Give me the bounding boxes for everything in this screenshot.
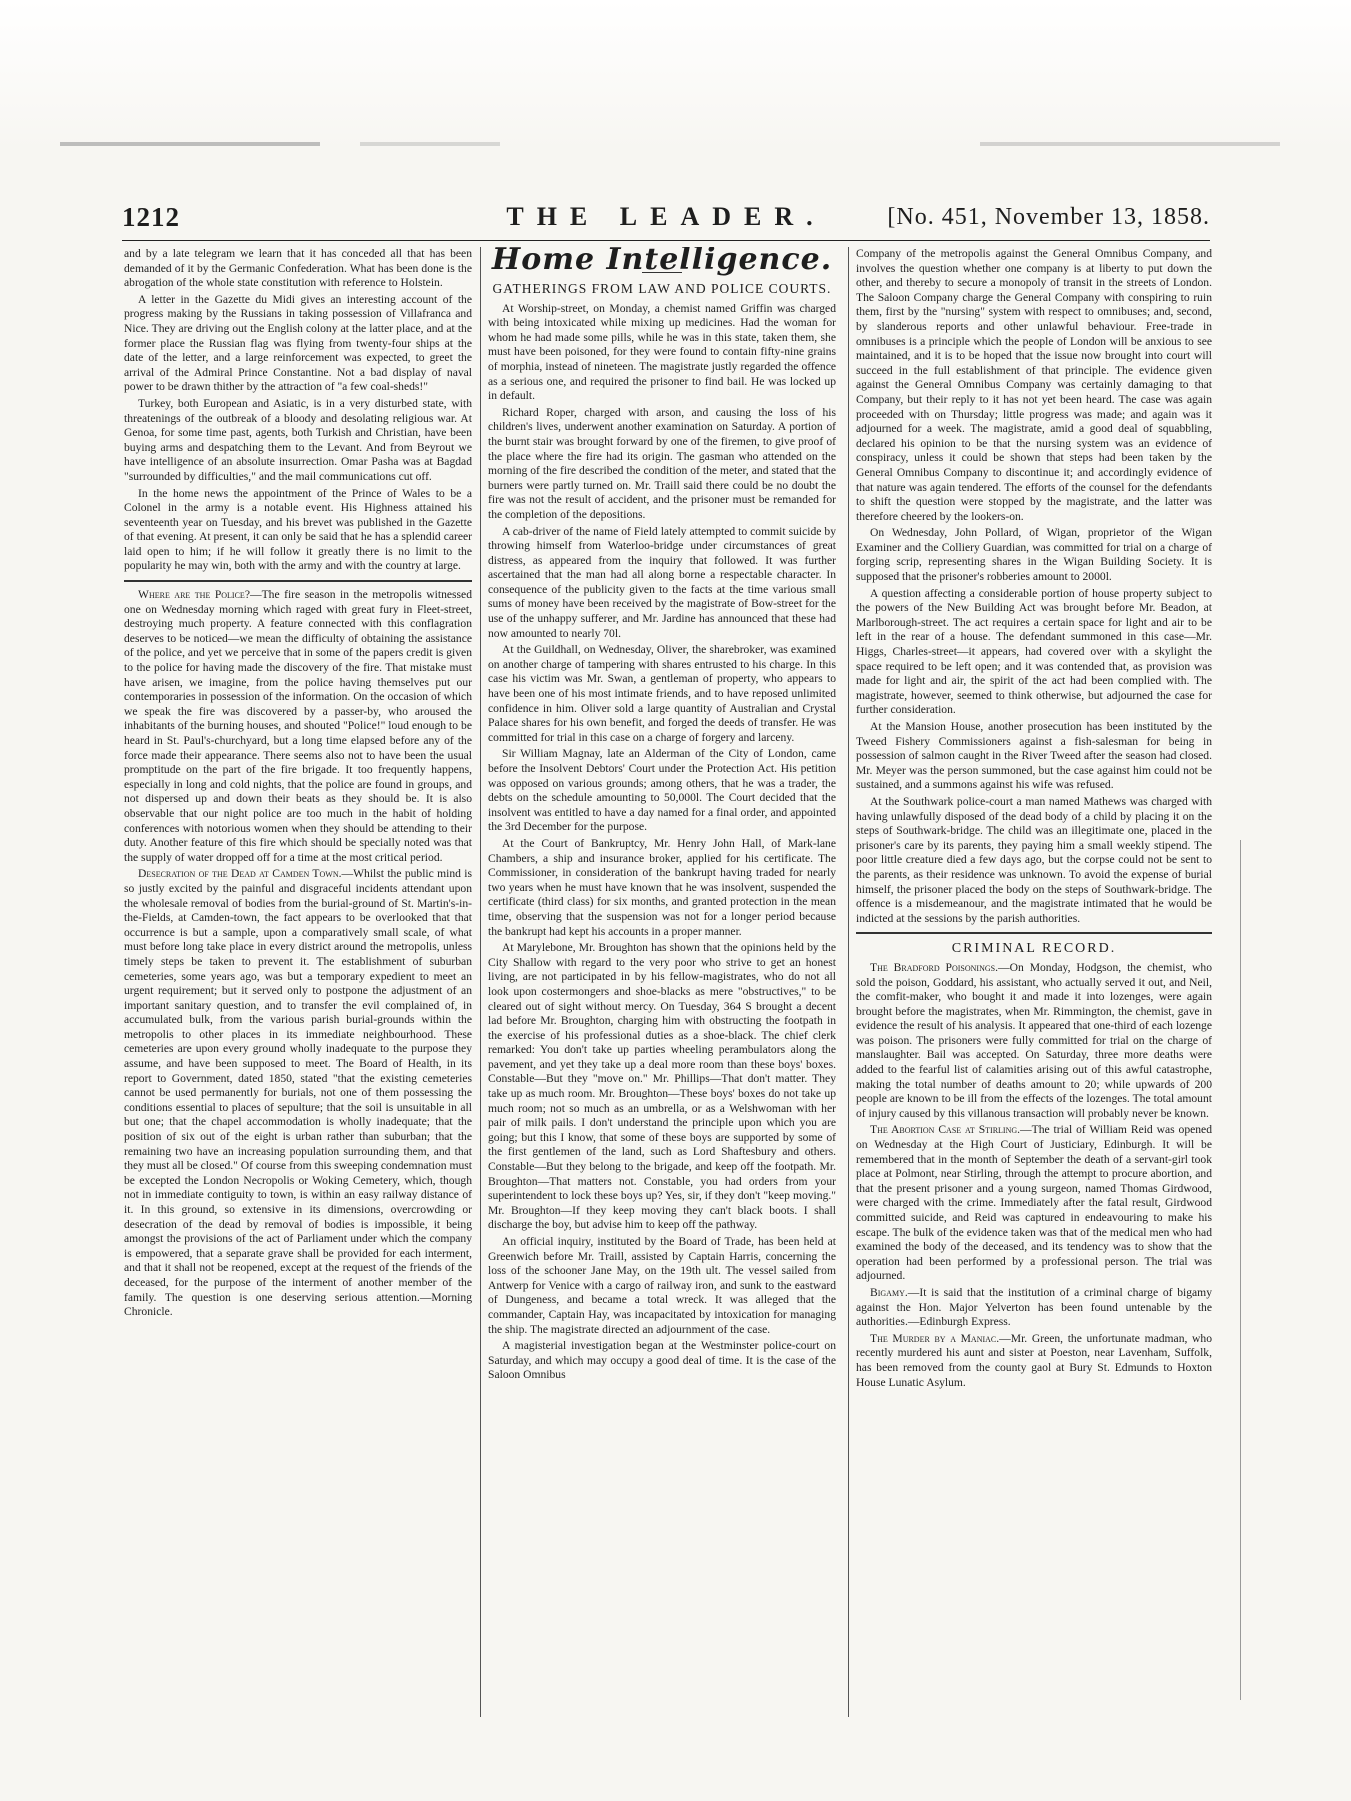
newspaper-title: THE LEADER. xyxy=(506,202,826,231)
paragraph xyxy=(856,1286,1212,1330)
paragraph-lead: The Bradford Poisonings. xyxy=(870,960,999,974)
column-rule xyxy=(848,247,849,1717)
paragraph xyxy=(124,588,472,865)
column-left xyxy=(124,247,472,1722)
section-divider xyxy=(124,580,472,582)
paragraph-lead: The Murder by a Maniac. xyxy=(870,1331,1000,1345)
paragraph: In the home news the appointment of the Prince of Wales to be a Colonel in the army is a notable event. His Highness attained his seventeenth year on Tuesday, and his brevet was published in the Gazette of that evening. At present, it can only be said that he has a splendid career laid open to him; if he will follow it greatly there is no limit to the popularity he may win, both with the army and with the country at large. xyxy=(124,486,472,573)
paragraph-lead: Bigamy. xyxy=(870,1285,908,1299)
paragraph: A letter in the Gazette du Midi gives an interesting account of the progress making by the Russians in taking possession of Villafranca and Nice. They are driving out the English colony at the latter place, and at the former place the Russian flag was flying from twenty-four ships at the date of the letter, and a large reinforcement was expected, to greet the arrival of the Admiral Prince Constantine. Not a bad display of naval power to be drawn thither by the attraction of "a few coal-sheds!" xyxy=(124,292,472,394)
paragraph: A question affecting a considerable portion of house property subject to the powers of the New Building Act was brought before Mr. Beadon, at Marlborough-street. The act requires a certain space for light and air to be left in the rear of a house. The defendant summoned in this case—Mr. Higgs, Charles-street—it appears, had covered over with a skylight the space required to be left open; and it was contended that, as provision was made for light and air, the spirit of the act had been complied with. The magistrate, however, seemed to think otherwise, but adjourned the case for further consideration. xyxy=(856,586,1212,717)
paragraph-body: —The trial of William Reid was opened on Wednesday at the High Court of Justiciary, Edinburgh. It will be remembered that in the month of September the death of a servant-girl took place at Polmont, near Stirling, through the attempt to procure abortion, and that the present prisoner and a young surgeon, named Thomas Girdwood, were charged with the crime. Immediately after the fatal result, Girdwood committed suicide, and Reid was captured in endeavouring to make his escape. The bulk of the evidence taken was that of the medical men who had examined the body of the deceased, and its tendency was to show that the operation had been performed by a professional person. The trial was adjourned. xyxy=(856,1123,1212,1283)
section-divider xyxy=(856,932,1212,934)
paragraph-lead: Desecration of the Dead at Camden Town. xyxy=(138,867,342,881)
paragraph xyxy=(856,1123,1212,1284)
paragraph-body: —Whilst the public mind is so justly excited by the painful and disgraceful incidents attendant upon the wholesale removal of bodies from the burial-ground of St. Martin's-in-the-Fields, at Camden-town, the fact appears to be overlooked that that occurrence is but a sample, upon a comparatively small scale, of what must before long take place in every district around the metropolis, unless timely steps be taken to prevent it. The establishment of suburban cemeteries, some years ago, was but a temporary expedient to meet an urgent requirement; but it served only to postpone the adjustment of an important sanitary question, and to transfer the evil complained of, in accumulated bulk, from the various parish burial-grounds within the metropolis to other places in its immediate neighbourhood. These cemeteries are upon every ground wholly inadequate to the purpose they assume, and have been supposed to meet. The Board of Health, in its report to Government, dated 1850, stated "that the existing cemeteries cannot be used permanently for burials, not one of them possessing the conditions essential to places of sepulture; that the soil is unsuitable in all but one; that the chapel accommodation is wholly inadequate; that the position of six out of the eight is urban rather than suburban; that the remaining two have an increasing population surrounding them, and that they must all be closed." Of course from this sweeping condemnation must be excepted the London Necropolis or Woking Cemetery, which, though not in immediate contiguity to town, is within an easy railway distance of it. In this ground, so extensive in its dimensions, overcrowding or desecration of the dead by removal of bodies is impossible, it being amongst the provisions of the act of Parliament under which the company is empowered, that a separate grave shall be provided for each interment, and that it shall not be reopened, except at the request of the friends of the deceased, for the purpose of the interment of another member of the family. The question is one deserving serious attention.—Morning Chronicle. xyxy=(124,867,472,1319)
sub-title: GATHERINGS FROM LAW AND POLICE COURTS. xyxy=(492,280,832,296)
paragraph-body: —The fire season in the metropolis witnessed one on Wednesday morning which raged with great fury in Fleet-street, destroying much property. A feature connected with this conflagration deserves to be noticed—we mean the difficulty of obtaining the assistance of the police, and yet we perceive that in some of the papers credit is given to the police for having made the discovery of the fire. That mistake must have arisen, we imagine, from the police having themselves put our contemporaries in possession of the information. On the occasion of which we speak the fire was discovered by a passer-by, who aroused the inhabitants of the burning houses, and shouted "Police!" loud enough to be heard in St. Paul's-churchyard, but a long time elapsed before any of the force made their appearance. There seems also not to have been the usual promptitude on the part of the fire brigade. It too frequently happens, especially in long and cold nights, that the police are found in groups, and not dispersed up and down their beats as they should be. It is also observable that our night police are too much in the habit of holding conferences with notorious women when they should be attending to their duty. Another feature of this fire which should be specially noted was that the supply of water dropped off for a time at the most critical period. xyxy=(124,588,472,864)
section-title: Home Intelligence. xyxy=(491,247,833,277)
criminal-record-title: CRIMINAL RECORD. xyxy=(951,941,1117,957)
paragraph: At Marylebone, Mr. Broughton has shown that the opinions held by the City Shallow with regard to the very poor who strive to get an honest living, are not participated in by his fellow-magistrates, who do not all look upon costermongers and shoe-blacks as mere "obstructives," to be cleared out of sight without mercy. On Tuesday, 364 S brought a decent lad before Mr. Broughton, charging him with obstructing the footpath in the exercise of his professional duties as a shoe-black. The chief clerk remarked: You don't take up parties wheeling perambulators along the pavement, and yet they take up a deal more room than these boys' boxes. Constable—But they "move on." Mr. Phillips—That don't matter. They take up as much room. Mr. Broughton—These boys' boxes do not take up much room; not so much as an umbrella, or as a Welshwoman with her pair of milk pails. I don't understand the principle upon which you are going; but this I know, that some of these boys are supported by some of the first gentlemen of the land, such as Lord Shaftesbury and others. Constable—But they belong to the brigade, and keep off the footpath. Mr. Broughton—That matters not. Constable, you had orders from your superintendent to lock these boys up? Yes, sir, if they don't "keep moving." Mr. Broughton—If they keep moving they can't black boots. I shall discharge the boy, but advise him to keep off the pathway. xyxy=(488,941,836,1232)
scan-edge-line xyxy=(1240,840,1241,1700)
paragraph: Company of the metropolis against the General Omnibus Company, and involves the question whether one company is at liberty to put down the other, and thereby to secure a monopoly of transit in the streets of London. The Saloon Company charge the General Company with conspiring to ruin them, first by the "nursing" system with respect to omnibuses; and, second, by slanderous reports and other unlawful behaviour. Free-trade in omnibuses is a principle which the people of London will be anxious to see maintained, and it is to be hoped that the issue now brought into court will succeed in the full establishment of that principle. The evidence given against the General Omnibus Company was certainly damaging to that Company, but their reply to it has not yet been heard. The case was again proceeded with on Thursday; little progress was made; and again was it adjourned for a week. The magistrate, amid a good deal of squabbling, declared his opinion to be that the nursing system was an evidence of conspiracy, unless it could be shown that steps had been taken by the General Omnibus Company to discontinue it; and accordingly evidence of that nature was again tendered. The efforts of the counsel for the defendants to shift the question were stopped by the magistrate, and the latter was therefore cheered by the lookers-on. xyxy=(856,247,1212,523)
page-number: 1212 xyxy=(122,202,180,232)
column-middle xyxy=(488,247,836,1722)
paragraph-body: —Mr. Green, the unfortunate madman, who recently murdered his aunt and sister at Poeston, near Lavenham, Suffolk, has been removed from the county gaol at Bury St. Edmunds to Hoxton House Lunatic Asylum. xyxy=(856,1331,1212,1389)
paragraph: Richard Roper, charged with arson, and causing the loss of his children's lives, underwent another examination on Saturday. A portion of the burnt stair was brought forward by one of the firemen, to give proof of the place where the fire had its origin. The gasman who attended on the morning of the fire described the condition of the meter, and stated that the burners were partly turned on. Mr. Traill said there could be no doubt the fire was not the result of accident, and the prisoner must be remanded for the completion of the depositions. xyxy=(488,405,836,521)
paragraph: Sir William Magnay, late an Alderman of the City of London, came before the Insolvent Debtors' Court under the Protection Act. His petition was opposed on various grounds; among others, that he was a trader, the debts on the schedule amounting to 50,000l. The Court decided that the insolvent was entitled to have a day named for a final order, and appointed the 3rd December for the purpose. xyxy=(488,747,836,834)
issue-info: [No. 451, November 13, 1858. xyxy=(887,204,1210,230)
paragraph: At the Mansion House, another prosecution has been instituted by the Tweed Fishery Commissioners against a fish-salesman for being in possession of salmon caught in the River Tweed after the season had closed. Mr. Meyer was the person summoned, but the case against him could not be sustained, and a summons against his wife was refused. xyxy=(856,720,1212,792)
column-rule xyxy=(480,247,481,1717)
paragraph-body: —It is said that the institution of a criminal charge of bigamy against the Hon. Major Yelverton has been found untenable by the authorities.—Edinburgh Express. xyxy=(856,1285,1212,1329)
paragraph: On Wednesday, John Pollard, of Wigan, proprietor of the Wigan Examiner and the Colliery Guardian, was committed for trial on a charge of forging scrip, representing shares in the Wigan Building Society. It is supposed that the prisoner's robberies amount to 2000l. xyxy=(856,526,1212,584)
page-top-margin xyxy=(0,0,1351,150)
paragraph: Turkey, both European and Asiatic, is in a very disturbed state, with threatenings of the outbreak of a bloody and desolating religious war. At Genoa, for some time past, agents, both Turkish and Christian, have been buying arms and despatching them to the Levant. And from Beyrout we have intelligence of an absolute insurrection. Omar Pasha was at Bagdad "surrounded by difficulties," and the mail communications cut off. xyxy=(124,396,472,483)
scan-artifact xyxy=(980,142,1280,146)
paragraph xyxy=(856,961,1212,1122)
scan-artifact xyxy=(60,142,320,146)
paragraph xyxy=(124,867,472,1319)
paragraph: and by a late telegram we learn that it has conceded all that has been demanded of it by the Germanic Confederation. What has been done is the abrogation of the whole state constitution with reference to Holstein. xyxy=(124,247,472,290)
paragraph-lead: Where are the Police? xyxy=(138,588,250,602)
paragraph: A magisterial investigation began at the Westminster police-court on Saturday, and which may occupy a good deal of time. It is the case of the Saloon Omnibus xyxy=(488,1339,836,1382)
paragraph: At the Court of Bankruptcy, Mr. Henry John Hall, of Mark-lane Chambers, a ship and insurance broker, applied for his certificate. The Commissioner, in consideration of the bankrupt having traded for nearly two years when he must have known that he was insolvent, suspended the certificate (third class) for six months, and granted protection in the mean time, observing that the suspension was not for a longer period because the bankrupt had kept his accounts in a proper manner. xyxy=(488,836,836,938)
paragraph: At the Guildhall, on Wednesday, Oliver, the sharebroker, was examined on another charge of tampering with shares entrusted to his charge. In this case his victim was Mr. Swan, a gentleman of property, who appears to have been one of his most intimate friends, and to have reposed unlimited confidence in him. Oliver sold a large quantity of Australian and Crystal Palace shares for his own benefit, and forged the deeds of transfer. He was committed for trial in this case on a charge of forgery and larceny. xyxy=(488,643,836,744)
paragraph: A cab-driver of the name of Field lately attempted to commit suicide by throwing himself from Waterloo-bridge under circumstances of great distress, as appeared from the inquiry that followed. It was further ascertained that the man had all along borne a respectable character. In consequence of the publicity given to the facts at the time various small sums of money have been received by the magistrate of Bow-street for the use of the unhappy sufferer, and Mr. Jardine has announced that these had now amounted to nearly 70l. xyxy=(488,524,836,640)
paragraph-lead: The Abortion Case at Stirling. xyxy=(870,1123,1021,1137)
paragraph: At Worship-street, on Monday, a chemist named Griffin was charged with being intoxicated while mixing up medicines. Had the woman for whom he had made some pills, while he was in this state, taken them, she must have been poisoned, for they were found to contain fifty-nine grains of morphia, instead of nineteen. The magistrate justly regarded the offence as a serious one, and required the prisoner to find bail. He was locked up in default. xyxy=(488,301,836,403)
paragraph: At the Southwark police-court a man named Mathews was charged with having unlawfully disposed of the dead body of a child by placing it on the steps of Southwark-bridge. The child was an illegitimate one, placed in the prisoner's care by its parents, they paying him a small weekly stipend. The poor little creature died a few days ago, but the corpse could not be sent to the parents, as their residence was unknown. To avoid the expense of burial himself, the prisoner placed the body on the steps of Southwark-bridge. The offence is a misdemeanour, and the magistrate intimated that he would be indicted at the sessions by the parish authorities. xyxy=(856,794,1212,925)
column-right xyxy=(856,247,1212,1722)
paragraph: An official inquiry, instituted by the Board of Trade, has been held at Greenwich before Mr. Traill, assisted by Captain Harris, concerning the loss of the schooner Jane May, on the 19th ult. The vessel sailed from Antwerp for Venice with a cargo of railway iron, and sunk to the eastward of Dungeness, and became a total wreck. It was alleged that the commander, Captain Hay, was incapacitated by intoxication for managing the ship. The magistrate directed an adjournment of the case. xyxy=(488,1235,836,1336)
page-header xyxy=(122,202,1210,241)
paragraph-body: —On Monday, Hodgson, the chemist, who sold the poison, Goddard, his assistant, who actually served it out, and Neil, the comfit-maker, who bought it and made it into lozenges, were again brought before the magistrates, when Mr. Rimmington, the chemist, gave in evidence the result of his analysis. It appeared that one-third of each lozenge was poison. The prisoners were fully committed for trial on the charge of manslaughter. Bail was accepted. On Saturday, three more deaths were added to the fearful list of calamities arising out of this awful catastrophe, making the total number of deaths amount to 20; while upwards of 200 people are known to be ill from the effects of the lozenges. The total amount of injury caused by this villanous transaction will probably never be known. xyxy=(856,960,1212,1120)
scan-artifact xyxy=(360,142,500,146)
paragraph xyxy=(856,1332,1212,1390)
